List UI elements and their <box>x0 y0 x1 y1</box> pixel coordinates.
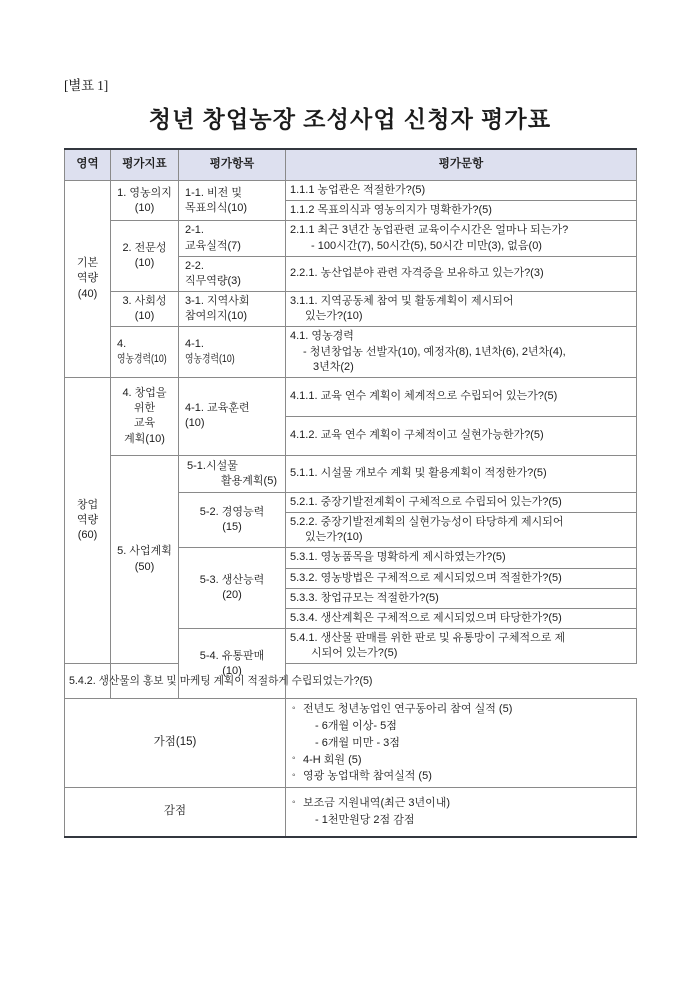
item-cell-vision-goal: 1-1. 비전 및 목표의식(10) <box>179 181 286 221</box>
item-cell-education-record: 2-1. 교육실적(7) <box>179 221 286 256</box>
column-header-index: 평가지표 <box>111 149 179 181</box>
question-cell: 5.3.2. 영농방법은 구체적으로 제시되었으며 적절한가?(5) <box>286 568 637 588</box>
item-cell-production-ability: 5-3. 생산능력 (20) <box>179 548 286 629</box>
question-cell: 5.4.2. 생산물의 홍보 및 마케팅 계획이 적절하게 수립되었는가?(5) <box>65 664 111 699</box>
question-cell: 1.1.2 목표의식과 영농의지가 명확한가?(5) <box>286 201 637 221</box>
bonus-content <box>286 699 637 788</box>
item-cell-farming-career-detail: 4-1. 영농경력(10) <box>179 327 286 378</box>
item-cell-job-competency: 2-2. 직무역량(3) <box>179 256 286 291</box>
area-cell-basic: 기본 역량 (40) <box>65 181 111 378</box>
index-cell-farming-career: 4. 영농경력(10) <box>111 327 179 378</box>
question-cell: 5.2.2. 중장기발전계획의 실현가능성이 타당하게 제시되어 있는가?(10) <box>286 513 637 548</box>
question-cell: 5.3.1. 영농품목을 명확하게 제시하였는가?(5) <box>286 548 637 568</box>
question-cell: 5.4.1. 생산물 판매를 위한 판로 및 유통망이 구체적으로 제 시되어 있는가?(5) <box>286 629 637 664</box>
penalty-content <box>286 788 637 838</box>
item-cell-management-ability: 5-2. 경영능력 (15) <box>179 492 286 548</box>
table-row-penalty <box>65 788 637 838</box>
column-header-area: 영역 <box>65 149 111 181</box>
column-header-question: 평가문항 <box>286 149 637 181</box>
penalty-list <box>290 795 632 828</box>
area-cell-startup: 창업 역량 (60) <box>65 377 111 664</box>
item-cell-education-training: 4-1. 교육훈련 (10) <box>179 377 286 455</box>
table-header-row <box>65 149 637 181</box>
list-item: ◦ 전년도 청년농업인 연구동아리 참여 실적 (5) - 6개월 이상- 5점 - 6개월 미만 - 3점 <box>292 701 632 751</box>
question-cell: 5.3.3. 창업규모는 적절한가?(5) <box>286 588 637 608</box>
table-row-bonus <box>65 699 637 788</box>
table-row <box>65 292 637 327</box>
item-cell-community-will: 3-1. 지역사회 참여의지(10) <box>179 292 286 327</box>
question-cell: 4.1.1. 교육 연수 계획이 체계적으로 수립되어 있는가?(5) <box>286 377 637 416</box>
question-cell: 4.1. 영농경력 - 청년창업농 선발자(10), 예정자(8), 1년차(6), 2년차(4), 3년차(2) <box>286 327 637 378</box>
index-cell-business-plan: 5. 사업계획 (50) <box>111 455 179 664</box>
index-cell-sociality: 3. 사회성 (10) <box>111 292 179 327</box>
page-title: 청년 창업농장 조성사업 신청자 평가표 <box>148 107 552 132</box>
item-cell-facility-use: 5-1.시설물 활용계획(5) <box>179 455 286 492</box>
question-cell: 5.3.4. 생산계획은 구체적으로 제시되었으며 타당한가?(5) <box>286 608 637 628</box>
item-cell-distribution-sales: 5-4. 유통판매 (10) <box>179 629 286 699</box>
column-header-item: 평가항목 <box>179 149 286 181</box>
table-row <box>65 377 637 416</box>
question-cell: 1.1.1 농업관은 적절한가?(5) <box>286 181 637 201</box>
list-item: ◦ 4-H 회원 (5) <box>292 752 632 769</box>
index-cell-expertise: 2. 전문성 (10) <box>111 221 179 292</box>
list-item: ◦ 영광 농업대학 참여실적 (5) <box>292 768 632 785</box>
index-cell-startup-education-plan: 4. 창업을 위한 교육 계획(10) <box>111 377 179 455</box>
penalty-label: 감점 <box>65 788 286 838</box>
question-cell: 3.1.1. 지역공동체 참여 및 활동계획이 제시되어 있는가?(10) <box>286 292 637 327</box>
evaluation-table <box>64 148 637 838</box>
table-row <box>65 455 637 492</box>
index-cell-farming-will: 1. 영농의지 (10) <box>111 181 179 221</box>
question-cell: 5.2.1. 중장기발전계획이 구체적으로 수립되어 있는가?(5) <box>286 492 637 512</box>
list-item: ◦ 보조금 지원내역(최근 3년이내) - 1천만원당 2점 감점 <box>292 795 632 828</box>
table-row <box>65 221 637 256</box>
question-cell: 2.2.1. 농산업분야 관련 자격증을 보유하고 있는가?(3) <box>286 256 637 291</box>
bonus-list <box>290 701 632 785</box>
attachment-label: [별표 1] <box>64 78 108 93</box>
question-cell: 5.1.1. 시설물 개보수 계획 및 활용계획이 적정한가?(5) <box>286 455 637 492</box>
table-row <box>65 664 637 699</box>
table-row <box>65 327 637 378</box>
question-cell: 4.1.2. 교육 연수 계획이 구체적이고 실현가능한가?(5) <box>286 416 637 455</box>
question-cell: 2.1.1 최근 3년간 농업관련 교육이수시간은 얼마나 되는가? - 100시간(7), 50시간(5), 50시간 미만(3), 없음(0) <box>286 221 637 256</box>
table-row <box>65 181 637 201</box>
bonus-label: 가점(15) <box>65 699 286 788</box>
